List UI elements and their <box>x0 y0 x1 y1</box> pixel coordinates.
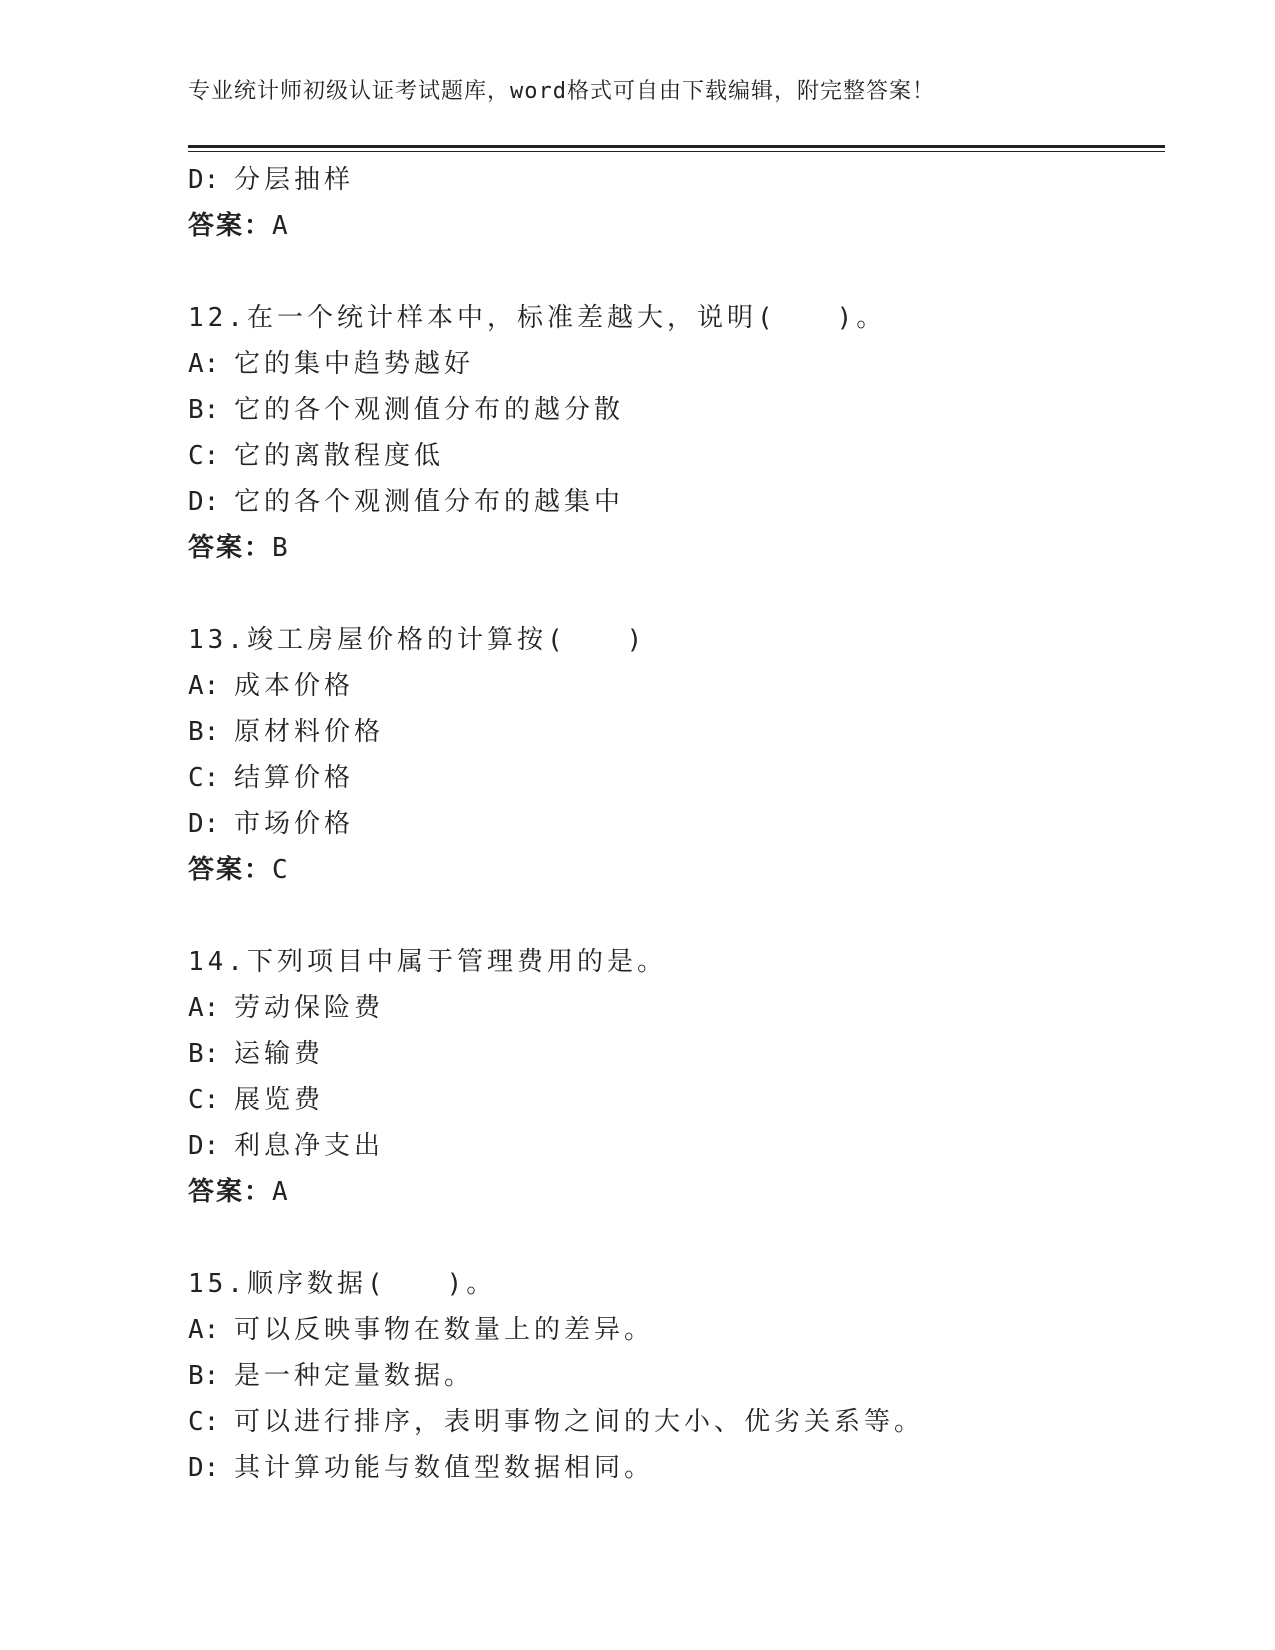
option-key: B: <box>188 717 220 747</box>
question-stem: 12.在一个统计样本中，标准差越大，说明( )。 <box>188 303 887 333</box>
question-stem: 15.顺序数据( )。 <box>188 1269 497 1299</box>
answer-label: 答案： <box>188 533 273 563</box>
option-text: 它的离散程度低 <box>234 441 445 471</box>
answer-label: 答案： <box>188 1177 273 1207</box>
option-text: 劳动保险费 <box>234 993 385 1023</box>
option-text: 分层抽样 <box>234 165 355 195</box>
option-key: C: <box>188 441 220 471</box>
answer-line <box>188 847 1165 893</box>
option-key: B: <box>188 1361 220 1391</box>
option-key: B: <box>188 1039 220 1069</box>
option-c <box>188 1399 1165 1445</box>
option-text: 运输费 <box>234 1039 325 1069</box>
answer-label: 答案： <box>188 855 273 885</box>
option-text: 利息净支出 <box>234 1131 385 1161</box>
question-content <box>188 157 1165 1491</box>
option-c <box>188 755 1165 801</box>
answer-line <box>188 203 1165 249</box>
option-a <box>188 1307 1165 1353</box>
option-text: 原材料价格 <box>234 717 385 747</box>
header-rule-thin <box>188 151 1165 152</box>
option-c <box>188 1077 1165 1123</box>
option-a <box>188 985 1165 1031</box>
option-key: C: <box>188 1085 220 1115</box>
option-key: C: <box>188 1407 220 1437</box>
option-key: D: <box>188 165 220 195</box>
spacer <box>188 571 1165 617</box>
option-d <box>188 479 1165 525</box>
option-key: D: <box>188 1453 220 1483</box>
option-key: B: <box>188 395 220 425</box>
option-text: 结算价格 <box>234 763 355 793</box>
spacer <box>188 893 1165 939</box>
option-key: D: <box>188 1131 220 1161</box>
option-key: D: <box>188 809 220 839</box>
option-d <box>188 157 1165 203</box>
option-key: D: <box>188 487 220 517</box>
option-text: 可以进行排序，表明事物之间的大小、优劣关系等。 <box>234 1407 925 1437</box>
option-key: A: <box>188 671 220 701</box>
option-text: 是一种定量数据。 <box>234 1361 475 1391</box>
option-key: A: <box>188 349 220 379</box>
answer-value: C <box>272 855 288 885</box>
option-b <box>188 709 1165 755</box>
spacer <box>188 1215 1165 1261</box>
answer-line <box>188 525 1165 571</box>
header-rule-thick <box>188 145 1165 148</box>
option-key: A: <box>188 993 220 1023</box>
option-text: 市场价格 <box>234 809 355 839</box>
option-b <box>188 1031 1165 1077</box>
option-text: 它的各个观测值分布的越分散 <box>234 395 625 425</box>
option-d <box>188 1123 1165 1169</box>
answer-line <box>188 1169 1165 1215</box>
option-a <box>188 663 1165 709</box>
option-key: A: <box>188 1315 220 1345</box>
spacer <box>188 249 1165 295</box>
answer-value: B <box>272 533 288 563</box>
answer-value: A <box>272 1177 288 1207</box>
option-d <box>188 801 1165 847</box>
option-text: 成本价格 <box>234 671 355 701</box>
option-text: 其计算功能与数值型数据相同。 <box>234 1453 655 1483</box>
answer-value: A <box>272 211 288 241</box>
option-text: 展览费 <box>234 1085 325 1115</box>
question-stem: 14.下列项目中属于管理费用的是。 <box>188 947 667 977</box>
option-d <box>188 1445 1165 1491</box>
option-b <box>188 1353 1165 1399</box>
question-stem: 13.竣工房屋价格的计算按( ) <box>188 625 647 655</box>
option-key: C: <box>188 763 220 793</box>
option-a <box>188 341 1165 387</box>
option-text: 它的集中趋势越好 <box>234 349 475 379</box>
option-c <box>188 433 1165 479</box>
option-text: 它的各个观测值分布的越集中 <box>234 487 625 517</box>
option-b <box>188 387 1165 433</box>
option-text: 可以反映事物在数量上的差异。 <box>234 1315 655 1345</box>
answer-label: 答案： <box>188 211 273 241</box>
document-header: 专业统计师初级认证考试题库，word格式可自由下载编辑，附完整答案！ <box>188 79 935 104</box>
